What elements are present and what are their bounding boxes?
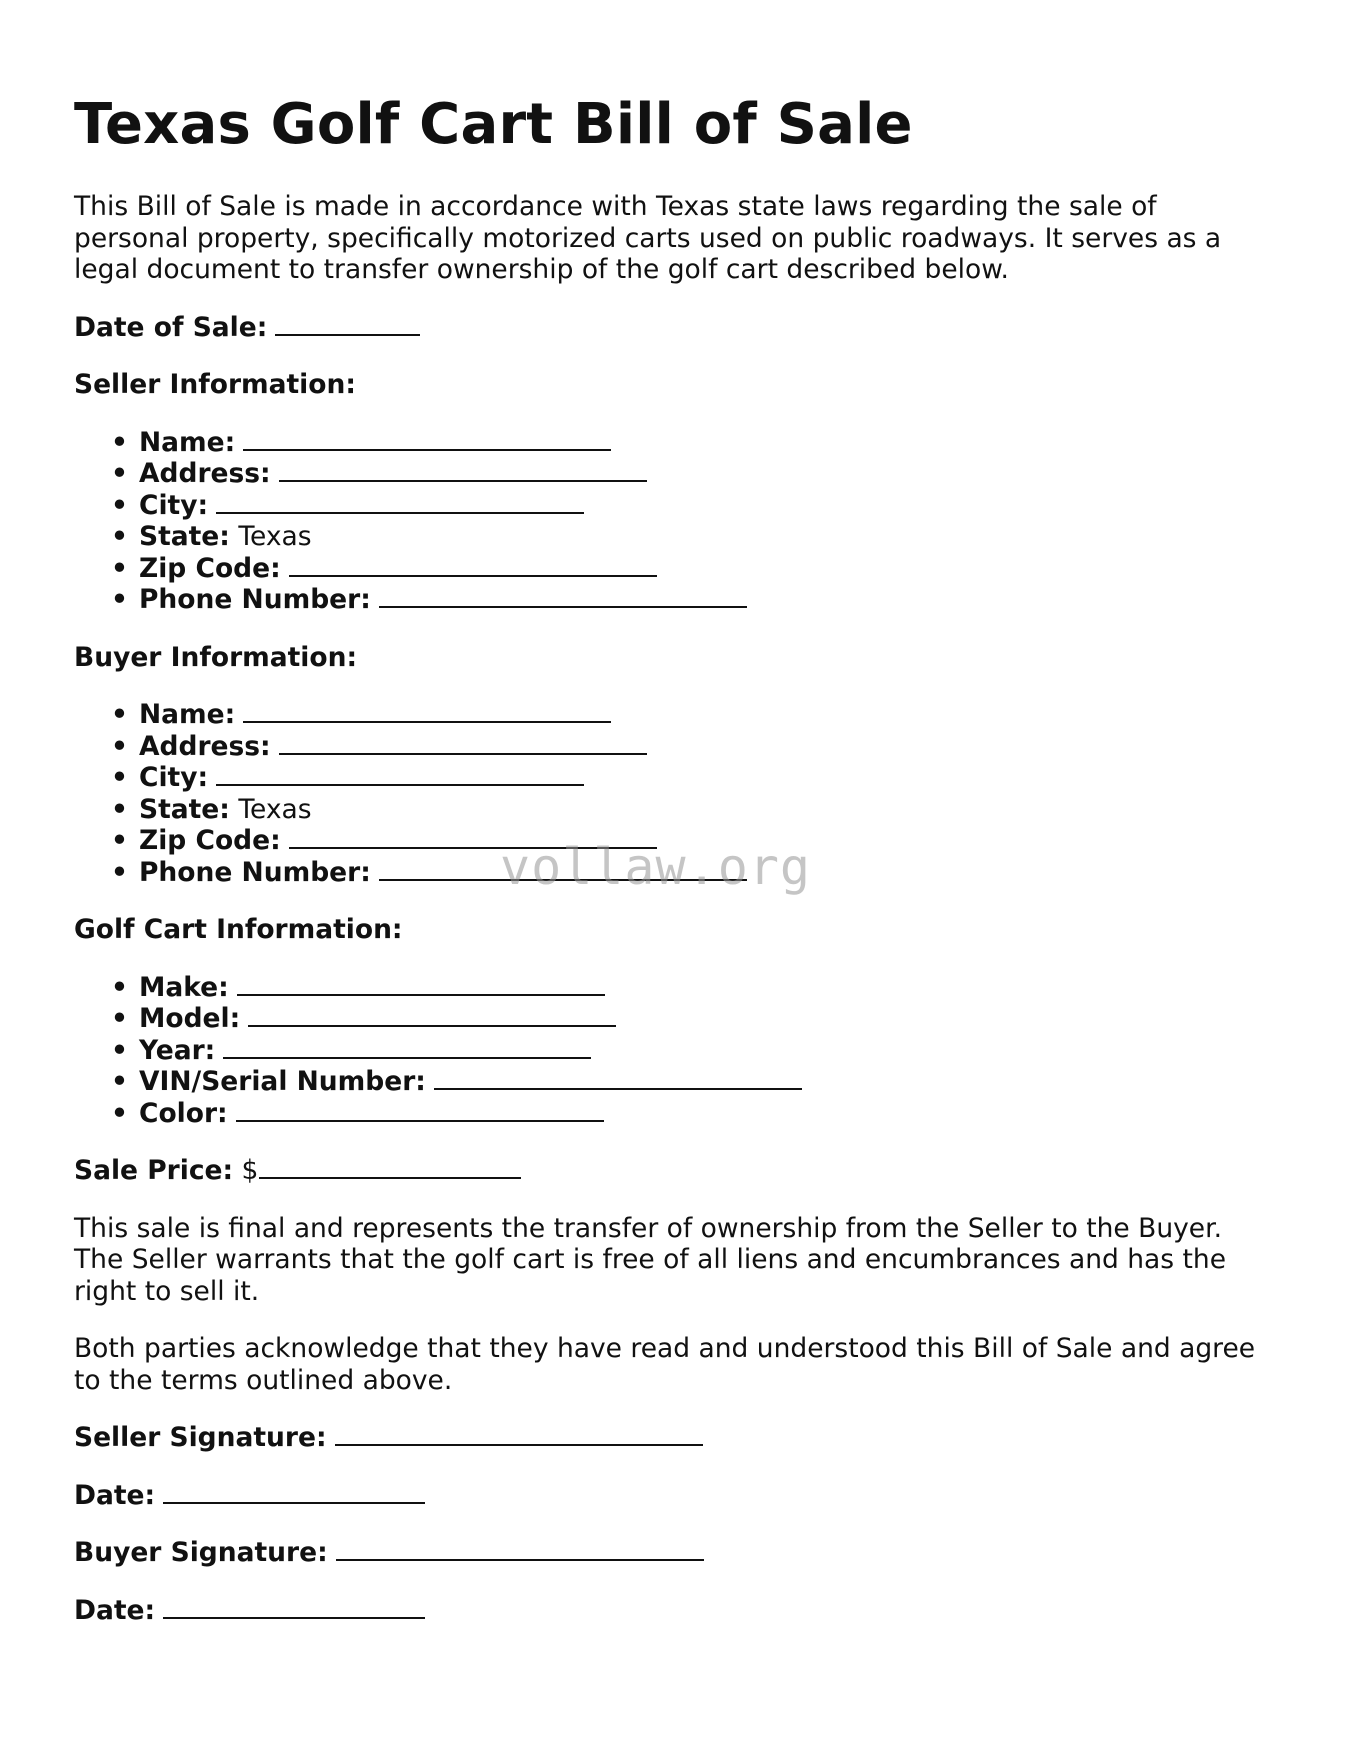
list-item	[111, 1003, 1274, 1035]
bullet-icon: •	[111, 825, 128, 856]
cart-year-label: Year:	[139, 1034, 216, 1066]
sale-price-label: Sale Price:	[74, 1155, 234, 1186]
watermark: vollaw.org	[500, 838, 812, 896]
seller-name-blank[interactable]	[243, 448, 611, 451]
list-item	[111, 489, 1274, 522]
buyer-signature-blank[interactable]	[336, 1558, 704, 1561]
cart-vin-blank[interactable]	[434, 1087, 802, 1090]
buyer-city-blank[interactable]	[216, 783, 584, 786]
list-item	[111, 521, 1274, 553]
seller-signature-label: Seller Signature:	[74, 1422, 327, 1453]
cart-color-blank[interactable]	[236, 1119, 604, 1122]
bullet-icon: •	[111, 521, 128, 552]
cart-vin-label: VIN/Serial Number:	[139, 1066, 426, 1097]
bullet-icon: •	[111, 458, 128, 489]
list-item	[111, 856, 1274, 889]
seller-state-value: Texas	[238, 521, 312, 552]
buyer-city-label: City:	[139, 762, 209, 793]
list-item	[111, 458, 1274, 490]
seller-date-row	[74, 1480, 1274, 1512]
currency-symbol: $	[241, 1155, 259, 1186]
buyer-date-label: Date:	[74, 1594, 156, 1626]
buyer-zip-label: Zip Code:	[139, 825, 281, 856]
document-title: Texas Golf Cart Bill of Sale	[74, 92, 913, 157]
cart-model-label: Model:	[139, 1003, 241, 1034]
seller-signature-blank[interactable]	[335, 1443, 703, 1446]
buyer-name-blank[interactable]	[243, 720, 611, 723]
seller-signature-row	[74, 1422, 1274, 1454]
buyer-date-row	[74, 1595, 1274, 1627]
list-item	[111, 1097, 1274, 1130]
date-of-sale-label: Date of Sale:	[74, 311, 268, 343]
seller-address-label: Address:	[139, 458, 271, 489]
list-item	[111, 762, 1274, 794]
list-item	[111, 971, 1274, 1004]
list-item	[111, 1034, 1274, 1067]
list-item	[111, 825, 1274, 857]
seller-city-blank[interactable]	[216, 511, 584, 514]
bullet-icon: •	[111, 1097, 128, 1129]
cart-make-label: Make:	[139, 971, 229, 1003]
seller-zip-label: Zip Code:	[139, 552, 281, 584]
seller-name-label: Name:	[139, 426, 236, 458]
date-of-sale-blank[interactable]	[275, 333, 420, 336]
bullet-icon: •	[111, 1034, 128, 1066]
seller-address-blank[interactable]	[279, 479, 647, 482]
final-paragraph: This sale is final and represents the transfer of ownership from the Seller to the Buyer. The Seller warrants that the golf cart is free of all liens and encumbrances and has the right to sell it.	[74, 1212, 1227, 1307]
intro-paragraph: This Bill of Sale is made in accordance with Texas state laws regarding the sale of personal property, specifically motorized carts used on public roadways. It serves as a legal document to transfer ownership of the golf cart described below.	[74, 191, 1222, 285]
bullet-icon: •	[111, 971, 128, 1003]
buyer-signature-label: Buyer Signature:	[74, 1537, 328, 1568]
cart-make-blank[interactable]	[237, 993, 605, 996]
bullet-icon: •	[111, 584, 128, 615]
buyer-address-blank[interactable]	[279, 752, 647, 755]
bullet-icon: •	[111, 699, 128, 730]
acknowledgement-paragraph: Both parties acknowledge that they have read and understood this Bill of Sale and agree to the terms outlined above.	[74, 1333, 1256, 1396]
bullet-icon: •	[111, 793, 128, 825]
seller-city-label: City:	[139, 489, 209, 521]
sale-price-blank[interactable]	[259, 1176, 521, 1179]
buyer-state-value: Texas	[238, 793, 312, 825]
seller-date-blank[interactable]	[163, 1501, 425, 1504]
cart-list	[74, 972, 1274, 1130]
buyer-address-label: Address:	[139, 730, 271, 762]
buyer-state-label: State:	[139, 793, 230, 825]
date-of-sale-row	[74, 312, 1274, 344]
seller-zip-blank[interactable]	[289, 574, 657, 577]
list-item	[111, 1066, 1274, 1098]
bullet-icon: •	[111, 762, 128, 793]
buyer-name-label: Name:	[139, 699, 236, 730]
seller-phone-blank[interactable]	[379, 605, 747, 608]
seller-list	[74, 427, 1274, 616]
bullet-icon: •	[111, 730, 128, 762]
bullet-icon: •	[111, 1066, 128, 1097]
bullet-icon: •	[111, 552, 128, 584]
seller-heading: Seller Information:	[74, 369, 356, 400]
list-item	[111, 699, 1274, 731]
list-item	[111, 426, 1274, 459]
list-item	[111, 552, 1274, 585]
cart-year-blank[interactable]	[223, 1056, 591, 1059]
sale-price-row	[74, 1155, 1274, 1187]
document-page	[74, 92, 1274, 1626]
list-item	[111, 793, 1274, 826]
buyer-zip-blank[interactable]	[289, 846, 657, 849]
seller-date-label: Date:	[74, 1479, 156, 1511]
buyer-date-blank[interactable]	[163, 1616, 425, 1619]
cart-heading: Golf Cart Information:	[74, 914, 403, 945]
cart-color-label: Color:	[139, 1097, 228, 1129]
bullet-icon: •	[111, 489, 128, 521]
bullet-icon: •	[111, 1003, 128, 1034]
bullet-icon: •	[111, 856, 128, 888]
buyer-phone-blank[interactable]	[379, 878, 747, 881]
seller-state-label: State:	[139, 521, 230, 552]
buyer-signature-row	[74, 1537, 1274, 1569]
seller-phone-label: Phone Number:	[139, 584, 371, 615]
buyer-phone-label: Phone Number:	[139, 856, 371, 888]
buyer-list	[74, 699, 1274, 888]
list-item	[111, 584, 1274, 616]
cart-model-blank[interactable]	[248, 1024, 616, 1027]
list-item	[111, 730, 1274, 763]
bullet-icon: •	[111, 426, 128, 458]
buyer-heading: Buyer Information:	[74, 641, 358, 673]
